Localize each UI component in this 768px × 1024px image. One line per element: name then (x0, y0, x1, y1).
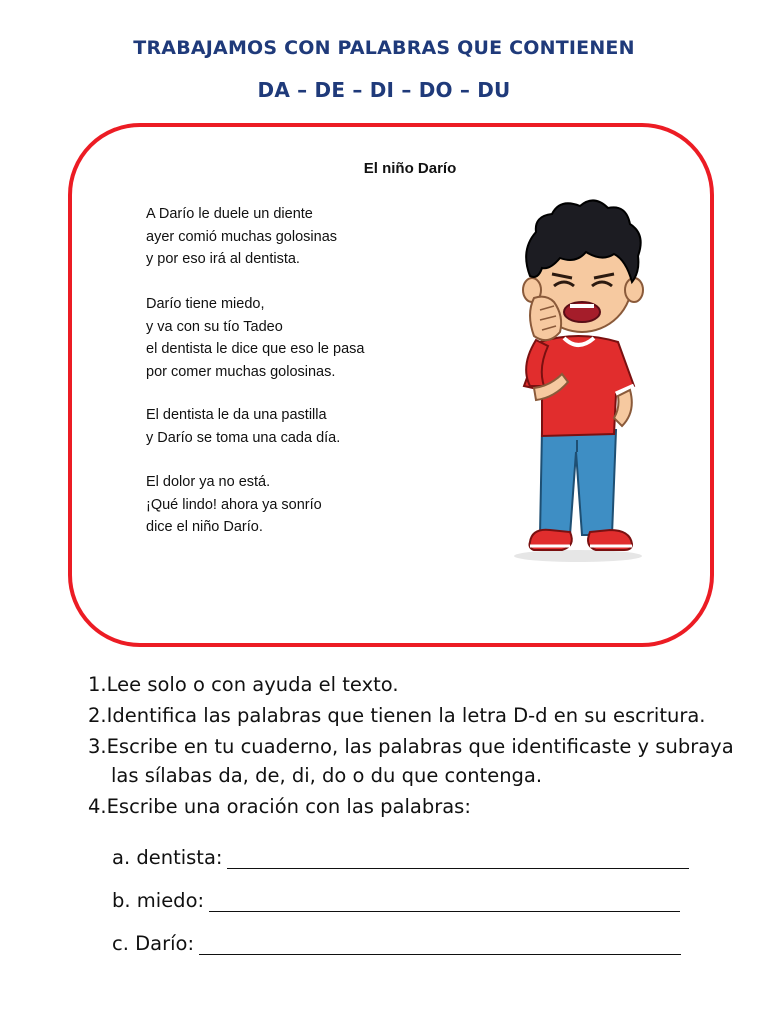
story-line: y va con su tío Tadeo (146, 318, 283, 335)
instruction-4: 4.Escribe una oración con las palabras: (88, 795, 471, 818)
story-line: por comer muchas golosinas. (146, 364, 336, 381)
exercise-b (112, 889, 680, 912)
worksheet-title: TRABAJAMOS CON PALABRAS QUE CONTIENEN (133, 37, 635, 59)
story-line: El dolor ya no está. (146, 474, 271, 490)
story-line: ¡Qué lindo! ahora ya sonrío (146, 496, 322, 513)
stanza-3 (146, 404, 340, 449)
worksheet-subtitle-syllables: DA – DE – DI – DO – DU (257, 78, 511, 102)
instruction-3: 3.Escribe en tu cuaderno, las palabras que identificaste y subraya (88, 735, 734, 758)
instruction-1: 1.Lee solo o con ayuda el texto. (88, 673, 399, 696)
stanza-4 (146, 471, 322, 539)
stanza-2 (146, 293, 364, 384)
story-line: ayer comió muchas golosinas (146, 228, 338, 245)
story-line: El dentista le da una pastilla (146, 407, 327, 423)
answer-line[interactable] (199, 934, 681, 955)
instruction-2: 2.Identifica las palabras que tienen la letra D-d en su escritura. (88, 704, 706, 727)
answer-line[interactable] (209, 891, 680, 912)
story-line: y por eso irá al dentista. (146, 251, 300, 268)
boy-toothache-illustration (490, 190, 660, 570)
story-line: A Darío le duele un diente (146, 206, 313, 222)
story-line: dice el niño Darío. (146, 519, 263, 536)
answer-line[interactable] (227, 848, 689, 869)
exercise-label: b. miedo: (112, 889, 205, 912)
story-line: y Darío se toma una cada día. (146, 429, 341, 446)
exercise-a (112, 846, 689, 869)
exercise-label: a. dentista: (112, 846, 223, 869)
exercise-label: c. Darío: (112, 932, 195, 955)
story-title: El niño Darío (363, 160, 457, 177)
story-line: el dentista le dice que eso le pasa (146, 341, 365, 358)
stanza-1 (146, 203, 337, 271)
instruction-3-continued: las sílabas da, de, di, do o du que contenga. (111, 764, 543, 787)
exercise-c (112, 932, 681, 955)
story-line: Darío tiene miedo, (146, 296, 265, 312)
